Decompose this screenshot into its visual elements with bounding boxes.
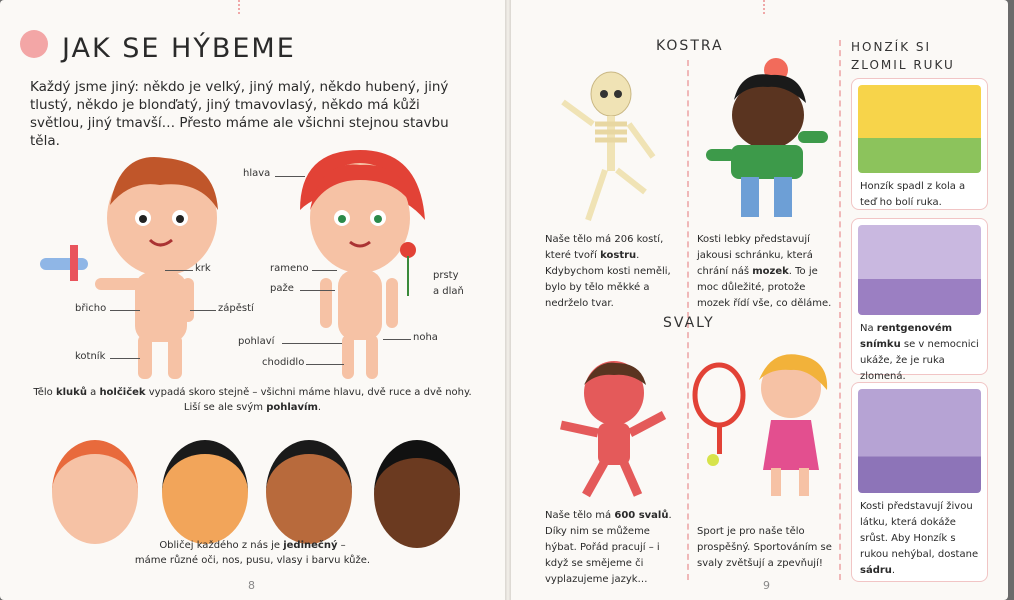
face-brown-girl bbox=[266, 440, 352, 544]
section-title-svaly: SVALY bbox=[663, 315, 715, 331]
skeleton-illustration bbox=[553, 72, 673, 222]
face-black-hair-girl bbox=[162, 440, 248, 544]
text-muscles: Naše tělo má 600 svalů. Díky nim se můžeme hýbat. Pořád pracují – i když se smějeme či vyplazujeme jazyk… bbox=[545, 510, 672, 585]
text-skull: Kosti lebky představují jakousi schránku, která chrání náš mozek. To je moc důležité, protože mozek řídí vše, co děláme. bbox=[697, 234, 832, 309]
intro-text: Každý jsme jiný: někdo je velký, jiný malý, někdo hubený, jiný tlustý, někdo je blonďatý, jiný tmavovlasý, někdo má kůži světlou, jiný tmavší… Přesto máme ale všichni stejnou stavbu těla. bbox=[30, 79, 449, 149]
text-sport: Sport je pro naše tělo prospěšný. Sportováním se svaly zvětšují a zpevňují! bbox=[697, 526, 832, 569]
text-skeleton: Naše tělo má 206 kostí, které tvoří kostru. Kdybychom kosti neměli, bylo by tělo měkké a nedrželo tvar. bbox=[545, 234, 671, 309]
face-redhead-glasses bbox=[52, 440, 138, 544]
pointer-line bbox=[383, 339, 411, 340]
pointer-line bbox=[110, 310, 140, 311]
panel-text: Kosti představují živou látku, která dokáže srůst. Aby Honzík s rukou nehýbal, dostane sádru. bbox=[860, 501, 979, 576]
top-decoration bbox=[763, 0, 775, 14]
label-rameno: rameno bbox=[270, 263, 309, 274]
xray-illustration bbox=[858, 225, 981, 315]
page-title: JAK SE HÝBEME bbox=[62, 33, 296, 64]
boy-with-ball-illustration bbox=[706, 45, 836, 225]
label-hlava: hlava bbox=[243, 168, 271, 179]
face-caption: Obličej každého z nás je jedinečný – máme různé oči, nos, pusu, vlasy i barvu kůže. bbox=[134, 540, 371, 566]
label-bricho: břicho bbox=[75, 303, 107, 314]
pointer-line bbox=[110, 358, 140, 359]
pointer-line bbox=[275, 176, 305, 177]
page-number: 8 bbox=[248, 579, 255, 592]
cast-illustration bbox=[858, 389, 981, 493]
panel-xray bbox=[851, 218, 988, 382]
label-pohlavi: pohlaví bbox=[238, 336, 275, 347]
left-page bbox=[0, 0, 505, 600]
panel-text: Honzík spadl z kola a teď ho bolí ruka. bbox=[860, 181, 966, 208]
pointer-line bbox=[306, 364, 344, 365]
panel-cast bbox=[851, 382, 988, 582]
skeleton-badge-icon bbox=[20, 30, 48, 58]
page-number: 9 bbox=[763, 579, 770, 592]
label-zapesti: zápěstí bbox=[218, 303, 254, 314]
label-noha: noha bbox=[413, 332, 438, 343]
label-prsty: prsty bbox=[433, 270, 459, 281]
section-title-kostra: KOSTRA bbox=[656, 38, 724, 54]
pointer-line bbox=[300, 290, 335, 291]
column-divider bbox=[839, 40, 841, 580]
label-a-dlan: a dlaň bbox=[433, 286, 464, 297]
muscle-girl-illustration bbox=[546, 355, 676, 500]
top-decoration bbox=[238, 0, 250, 14]
panel-text: Na rentgenovém snímku se v nemocnici ukáže, že je ruka zlomená. bbox=[860, 323, 979, 382]
pointer-line bbox=[312, 270, 337, 271]
right-page bbox=[511, 0, 1008, 600]
section-title-honzik: HONZÍK SI ZLOMIL RUKU bbox=[851, 40, 955, 72]
label-krk: krk bbox=[195, 263, 211, 274]
panel-bike-fall bbox=[851, 78, 988, 210]
label-paze: paže bbox=[270, 283, 294, 294]
pointer-line bbox=[190, 310, 216, 311]
label-chodidlo: chodidlo bbox=[262, 357, 305, 368]
face-dark-boy bbox=[374, 440, 460, 548]
pointer-line bbox=[282, 343, 342, 344]
pointer-line bbox=[165, 270, 193, 271]
bike-fall-illustration bbox=[858, 85, 981, 173]
label-kotnik: kotník bbox=[75, 351, 106, 362]
tennis-girl-illustration bbox=[691, 350, 836, 500]
body-caption: Tělo kluků a holčiček vypadá skoro stejně – všichni máme hlavu, dvě ruce a dvě nohy. Liší se ale svým pohlavím. bbox=[33, 387, 472, 413]
